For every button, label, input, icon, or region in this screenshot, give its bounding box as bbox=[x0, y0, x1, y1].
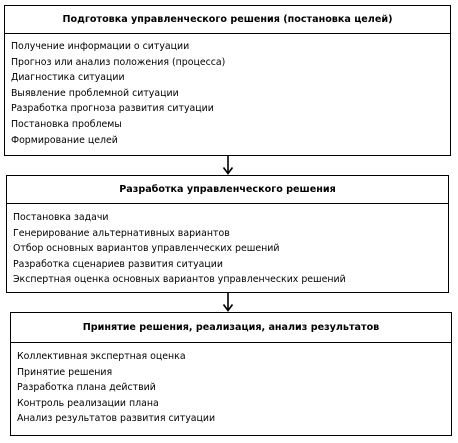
stage-items bbox=[5, 34, 450, 148]
stage-item: Постановка проблемы bbox=[11, 118, 122, 130]
stage-item: Прогноз или анализ положения (процесса) bbox=[11, 56, 226, 68]
stage-development bbox=[6, 175, 449, 293]
stage-item: Коллективная экспертная оценка bbox=[17, 351, 186, 362]
arrow-down-icon bbox=[222, 156, 234, 175]
stage-item: Отбор основных вариантов управленческих решений bbox=[13, 243, 280, 255]
stage-item: Разработка сценариев развития ситуации bbox=[13, 258, 223, 270]
stage-items bbox=[7, 204, 448, 288]
stage-item: Диагностика ситуации bbox=[11, 72, 125, 84]
stage-item: Разработка прогноза развития ситуации bbox=[11, 103, 214, 115]
stage-item: Разработка плана действий bbox=[17, 382, 156, 394]
stage-decision bbox=[10, 312, 452, 436]
stage-items bbox=[11, 343, 451, 427]
stage-item: Анализ результатов развития ситуации bbox=[17, 413, 216, 425]
stage-title: Разработка управленческого решения bbox=[7, 176, 448, 204]
stage-preparation bbox=[4, 5, 451, 156]
stage-item: Экспертная оценка основных вариантов управленческих решений bbox=[13, 274, 346, 286]
stage-item: Генерирование альтернативных вариантов bbox=[13, 227, 230, 239]
stage-title: Принятие решения, реализация, анализ результатов bbox=[11, 313, 451, 343]
stage-item: Формирование целей bbox=[11, 134, 118, 146]
arrow-down-icon bbox=[222, 293, 234, 312]
stage-item: Получение информации о ситуации bbox=[11, 41, 190, 52]
stage-item: Постановка задачи bbox=[13, 212, 109, 223]
stage-item: Принятие решения bbox=[17, 366, 113, 378]
stage-item: Контроль реализации плана bbox=[17, 397, 159, 409]
stage-item: Выявление проблемной ситуации bbox=[11, 87, 179, 99]
stage-title: Подготовка управленческого решения (постановка целей) bbox=[5, 6, 450, 34]
